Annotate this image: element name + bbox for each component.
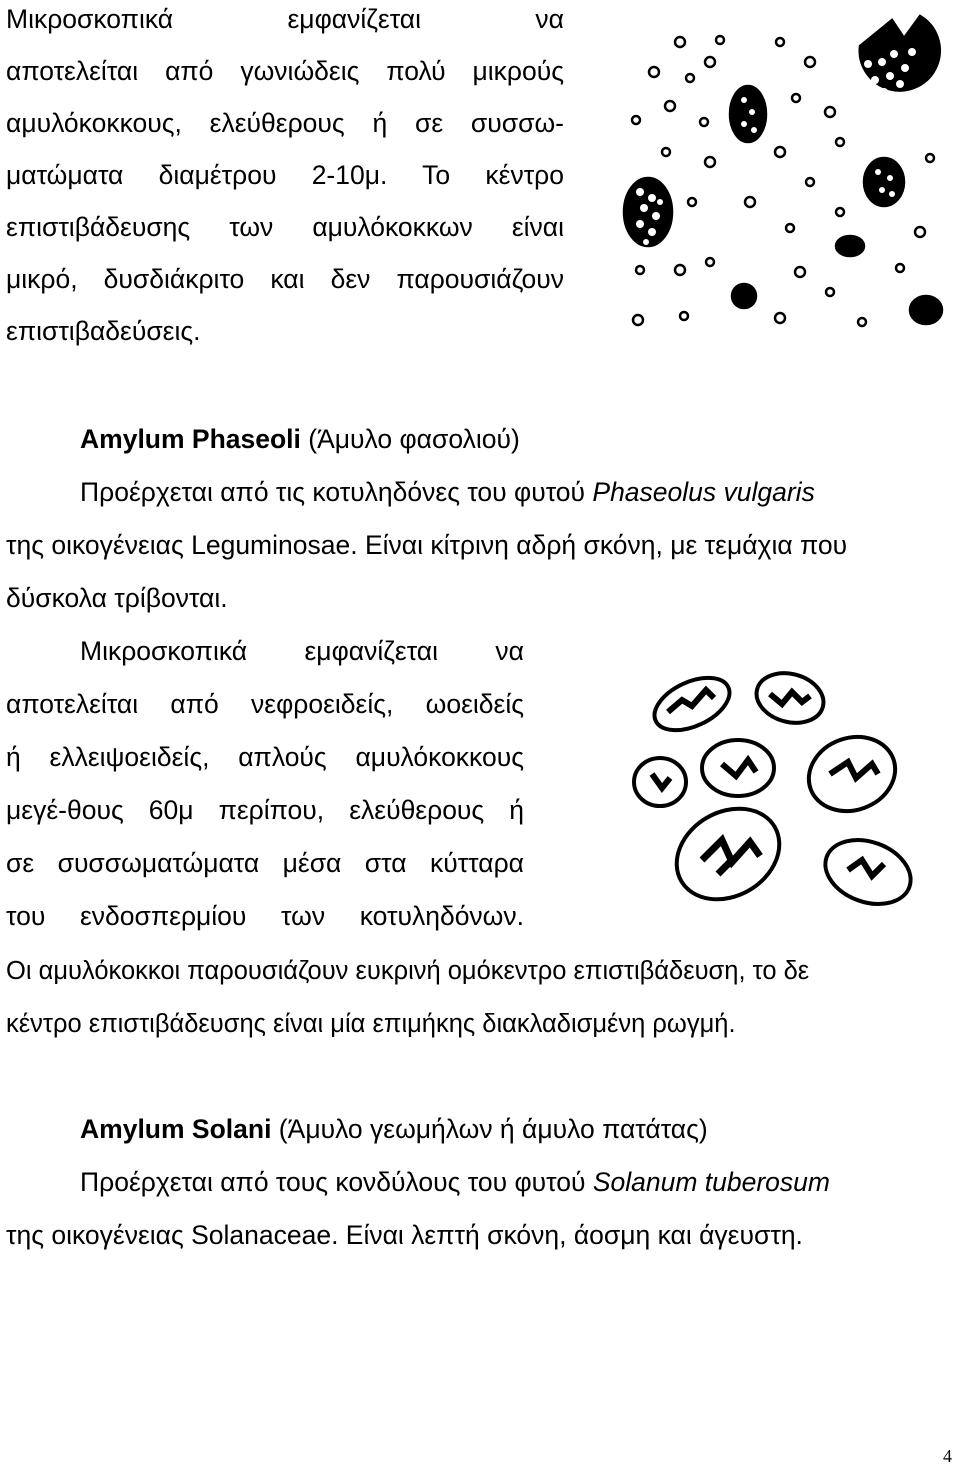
rice-text-line-3: αμυλόκοκκους, ελεύθερους ή σε συσσω-	[6, 108, 564, 138]
rice-text-line-5: επιστιβάδευσης των αμυλόκοκκων είναι	[6, 212, 564, 242]
solani-heading-bold: Amylum Solani	[80, 1114, 272, 1144]
solani-family-line: της οικογένειας Solanaceae. Είναι λεπτή σκόνη, άοσμη και άγευστη.	[6, 1220, 803, 1250]
phaseoli-micro-line-5: σε συσσωματώματα μέσα στα κύτταρα	[6, 848, 524, 878]
page-number: 4	[943, 1446, 952, 1466]
phaseoli-heading-rest: (Άμυλο φασολιού)	[300, 424, 520, 454]
solani-heading	[80, 1112, 708, 1146]
phaseoli-full-line-1: Οι αμυλόκοκκοι παρουσιάζουν ευκρινή ομόκεντρο επιστιβάδευση, το δε	[6, 957, 810, 985]
rice-text-line-1: Μικροσκοπικά εμφανίζεται να	[6, 4, 564, 34]
phaseoli-origin	[80, 475, 815, 509]
solani-origin-prefix: Προέρχεται από τους κονδύλους του φυτού	[80, 1167, 593, 1197]
solani-species: Solanum tuberosum	[592, 1167, 830, 1197]
rice-text-line-2: αποτελείται από γωνιώδεις πολύ μικρούς	[6, 56, 564, 86]
phaseoli-origin-prefix: Προέρχεται από τις κοτυληδόνες του φυτού	[80, 477, 593, 507]
phaseoli-heading-bold: Amylum Phaseoli	[80, 424, 301, 454]
phaseoli-micro-line-4: μεγέ-θους 60μ περίπου, ελεύθερους ή	[6, 795, 524, 825]
bean-starch-figure	[632, 664, 922, 914]
rice-text-line-7: επιστιβαδεύσεις.	[6, 316, 201, 346]
rice-starch-figure	[600, 2, 956, 344]
phaseoli-micro-line-2: αποτελείται από νεφροειδείς, ωοειδείς	[6, 689, 524, 719]
phaseoli-family-line: της οικογένειας Leguminosae. Είναι κίτρινη αδρή σκόνη, με τεμάχια που	[6, 530, 848, 560]
phaseoli-micro-line-1: Μικροσκοπικά εμφανίζεται να	[80, 636, 524, 666]
phaseoli-powder-line: δύσκολα τρίβονται.	[6, 583, 228, 613]
phaseoli-heading	[80, 422, 520, 456]
phaseoli-species: Phaseolus vulgaris	[592, 477, 815, 507]
phaseoli-micro-line-3: ή ελλειψοειδείς, απλούς αμυλόκοκκους	[6, 742, 524, 772]
phaseoli-micro-line-6: του ενδοσπερμίου των κοτυληδόνων.	[6, 901, 524, 931]
solani-origin	[80, 1165, 830, 1199]
solani-heading-rest: (Άμυλο γεωμήλων ή άμυλο πατάτας)	[271, 1114, 708, 1144]
rice-text-line-6: μικρό, δυσδιάκριτο και δεν παρουσιάζουν	[6, 264, 564, 294]
rice-text-line-4: ματώματα διαμέτρου 2-10μ. Το κέντρο	[6, 160, 564, 190]
phaseoli-full-line-2: κέντρο επιστιβάδευσης είναι μία επιμήκης διακλαδισμένη ρωγμή.	[6, 1010, 736, 1038]
